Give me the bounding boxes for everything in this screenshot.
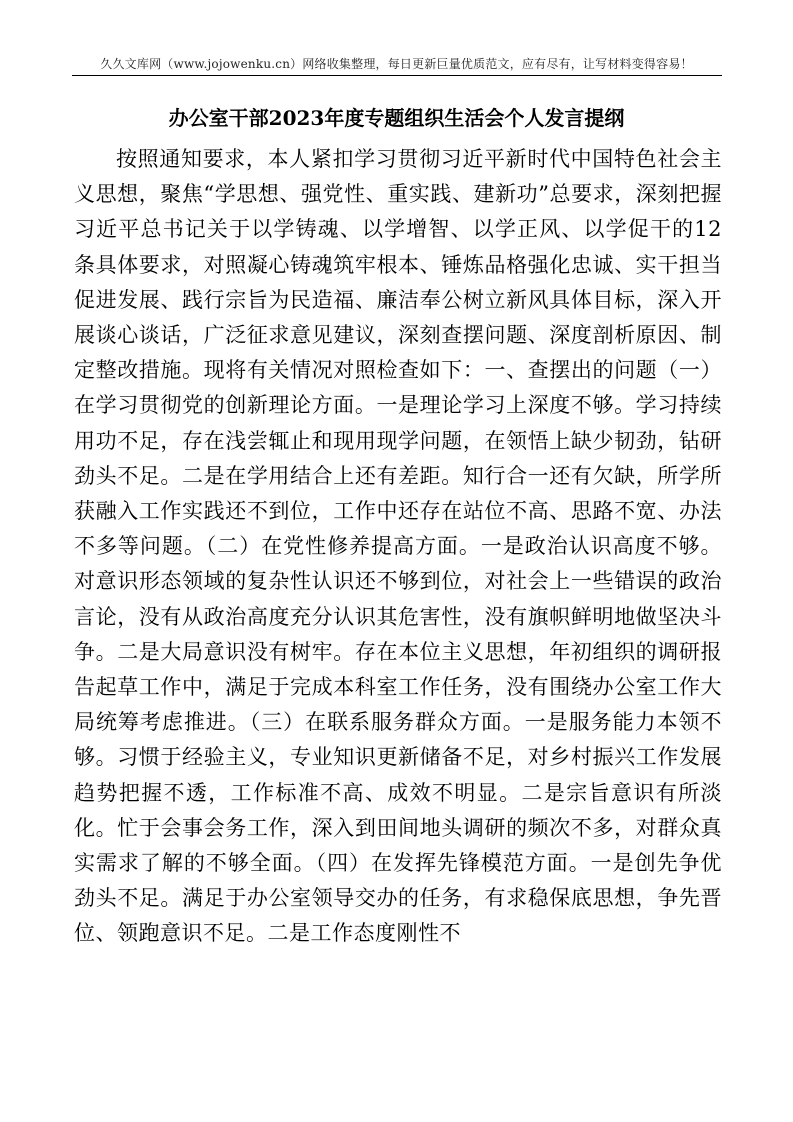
header-divider [72,75,722,76]
document-body: 按照通知要求，本人紧扣学习贯彻习近平新时代中国特色社会主义思想，聚焦“学思想、强党性、重实践、建新功”总要求，深刻把握习近平总书记关于以学铸魂、以学增智、以学正风、以学促干的12条具体要求，对照凝心铸魂筑牢根本、锤炼品格强化忠诚、实干担当促进发展、践行宗旨为民造福、廉洁奉公树立新风具体目标，深入开展谈心谈话，广泛征求意见建议，深刻查摆问题、深度剖析原因、制定整改措施。现将有关情况对照检查如下：一、查摆出的问题（一）在学习贯彻党的创新理论方面。一是理论学习上深度不够。学习持续用功不足，存在浅尝辄止和现用现学问题，在领悟上缺少韧劲，钻研劲头不足。二是在学用结合上还有差距。知行合一还有欠缺，所学所获融入工作实践还不到位，工作中还存在站位不高、思路不宽、办法不多等问题。（二）在党性修养提高方面。一是政治认识高度不够。对意识形态领域的复杂性认识还不够到位，对社会上一些错误的政治言论，没有从政治高度充分认识其危害性，没有旗帜鲜明地做坚决斗争。二是大局意识没有树牢。存在本位主义思想，年初组织的调研报告起草工作中，满足于完成本科室工作任务，没有围绕办公室工作大局统筹考虑推进。（三）在联系服务群众方面。一是服务能力本领不够。习惯于经验主义，专业知识更新储备不足，对乡村振兴工作发展趋势把握不透，工作标准不高、成效不明显。二是宗旨意识有所淡化。忙于会事会务工作，深入到田间地头调研的频次不多，对群众真实需求了解的不够全面。（四）在发挥先锋模范方面。一是创先争优劲头不足。满足于办公室领导交办的任务，有求稳保底思想，争先晋位、领跑意识不足。二是工作态度刚性不 [74,147,722,946]
page-header: 久久文库网（www.jojowenku.cn）网络收集整理，每日更新巨量优质范文，应有尽有，让写材料变得容易！ [100,57,693,71]
document-title: 办公室干部2023年度专题组织生活会个人发言提纲 [168,106,625,130]
